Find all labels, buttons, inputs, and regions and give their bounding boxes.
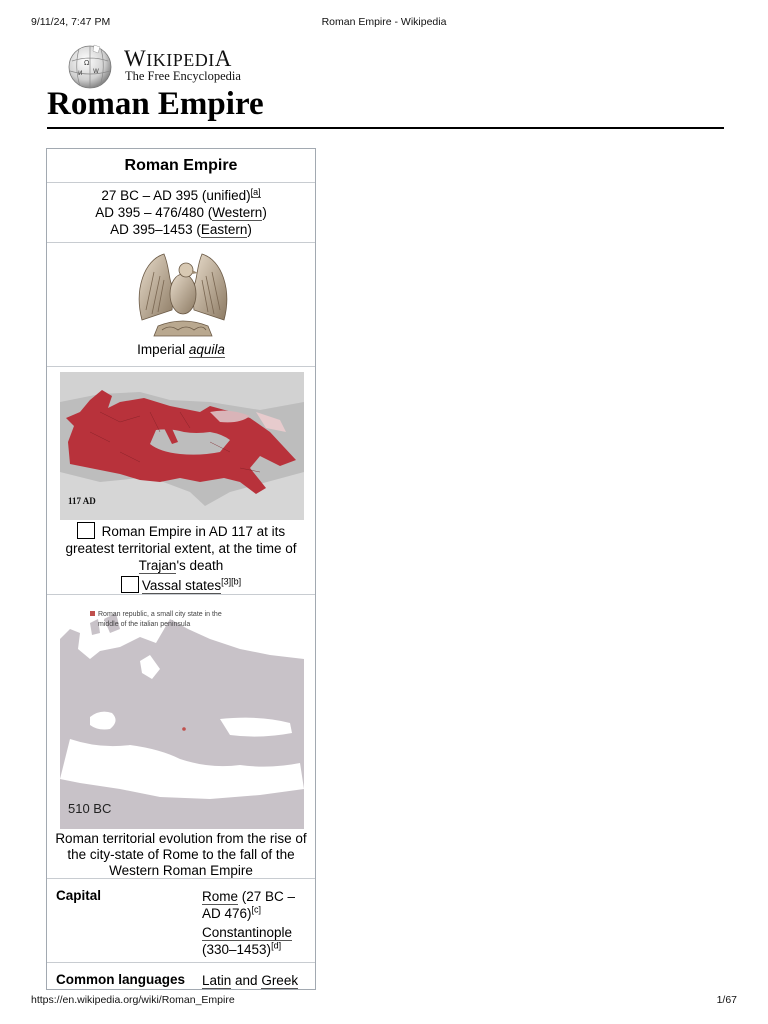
wikipedia-logo[interactable]	[64, 41, 254, 91]
legend-swatch-vassal	[121, 576, 139, 593]
infobox-dates	[47, 183, 315, 243]
trajan-link[interactable]: Trajan	[138, 558, 177, 573]
infobox-aquila-section	[47, 243, 315, 367]
legend-swatch-republic	[90, 611, 95, 616]
footnote-c[interactable]: [c]	[251, 904, 262, 915]
infobox-title: Roman Empire	[47, 149, 315, 183]
date-line-eastern: AD 395–1453 (Eastern)	[110, 222, 252, 237]
languages-label: Common languages	[56, 972, 186, 987]
aquila-caption: Imperial aquila	[137, 342, 225, 357]
capital-value: Rome (27 BC – AD 476)[c] Constantinople (330–1453)[d]	[202, 889, 296, 957]
date-line-unified: 27 BC – AD 395 (unified)[a]	[101, 186, 261, 203]
footnote-a[interactable]: [a]	[250, 186, 261, 197]
page-title: Roman Empire	[47, 86, 264, 122]
svg-text:И: И	[78, 70, 83, 77]
constantinople-link[interactable]: Constantinople	[202, 925, 293, 940]
svg-text:Ω: Ω	[84, 59, 90, 67]
print-datetime: 9/11/24, 7:47 PM	[31, 16, 111, 28]
map-117ad[interactable]	[60, 372, 304, 520]
print-document-title: Roman Empire - Wikipedia	[321, 16, 447, 28]
eastern-link[interactable]: Eastern	[200, 222, 248, 237]
print-page-number: 1/67	[716, 994, 737, 1006]
aquila-image[interactable]	[134, 250, 232, 340]
infobox	[46, 148, 316, 990]
languages-value: Latin and Greek	[202, 973, 299, 988]
map2-caption: Roman territorial evolution from the rise of the city-state of Rome to the fall of the Western Roman Empire	[55, 831, 307, 878]
date-line-western: AD 395 – 476/480 (Western)	[95, 205, 267, 220]
map1-caption: Roman Empire in AD 117 at its greatest territorial extent, at the time of Trajan's death Vassal states[3][b]	[65, 524, 297, 593]
wordmark: WIKIPEDIA	[124, 46, 232, 71]
map1-year-label: 117 AD	[68, 496, 96, 506]
footnote-d[interactable]: [d]	[271, 940, 282, 951]
vassal-states-link[interactable]: Vassal states	[141, 578, 222, 593]
infobox-row-languages	[47, 963, 315, 990]
rome-link[interactable]: Rome	[202, 889, 239, 904]
latin-link[interactable]: Latin	[202, 973, 232, 988]
map2-legend-line2: middle of the italian peninsula	[98, 621, 191, 628]
tagline: The Free Encyclopedia	[125, 69, 241, 83]
aquila-link[interactable]: aquila	[188, 342, 225, 357]
infobox-row-capital	[47, 879, 315, 963]
puzzle-globe-icon	[64, 43, 116, 89]
footnotes-3-b[interactable]: [3][b]	[221, 576, 242, 587]
print-header	[0, 16, 768, 30]
title-divider	[47, 127, 724, 129]
capital-label: Capital	[56, 888, 102, 903]
legend-swatch-empire	[77, 522, 95, 539]
greek-link[interactable]: Greek	[261, 973, 299, 988]
infobox-map-117ad-section	[47, 367, 315, 595]
western-link[interactable]: Western	[212, 205, 263, 220]
map2-legend-line1: Roman republic, a small city state in the	[98, 611, 222, 618]
infobox-map-510bc-section	[47, 595, 315, 879]
svg-text:W: W	[93, 68, 99, 75]
map2-year-label: 510 BC	[68, 801, 112, 816]
map-510bc[interactable]	[60, 599, 304, 829]
print-url: https://en.wikipedia.org/wiki/Roman_Empire	[31, 994, 235, 1006]
